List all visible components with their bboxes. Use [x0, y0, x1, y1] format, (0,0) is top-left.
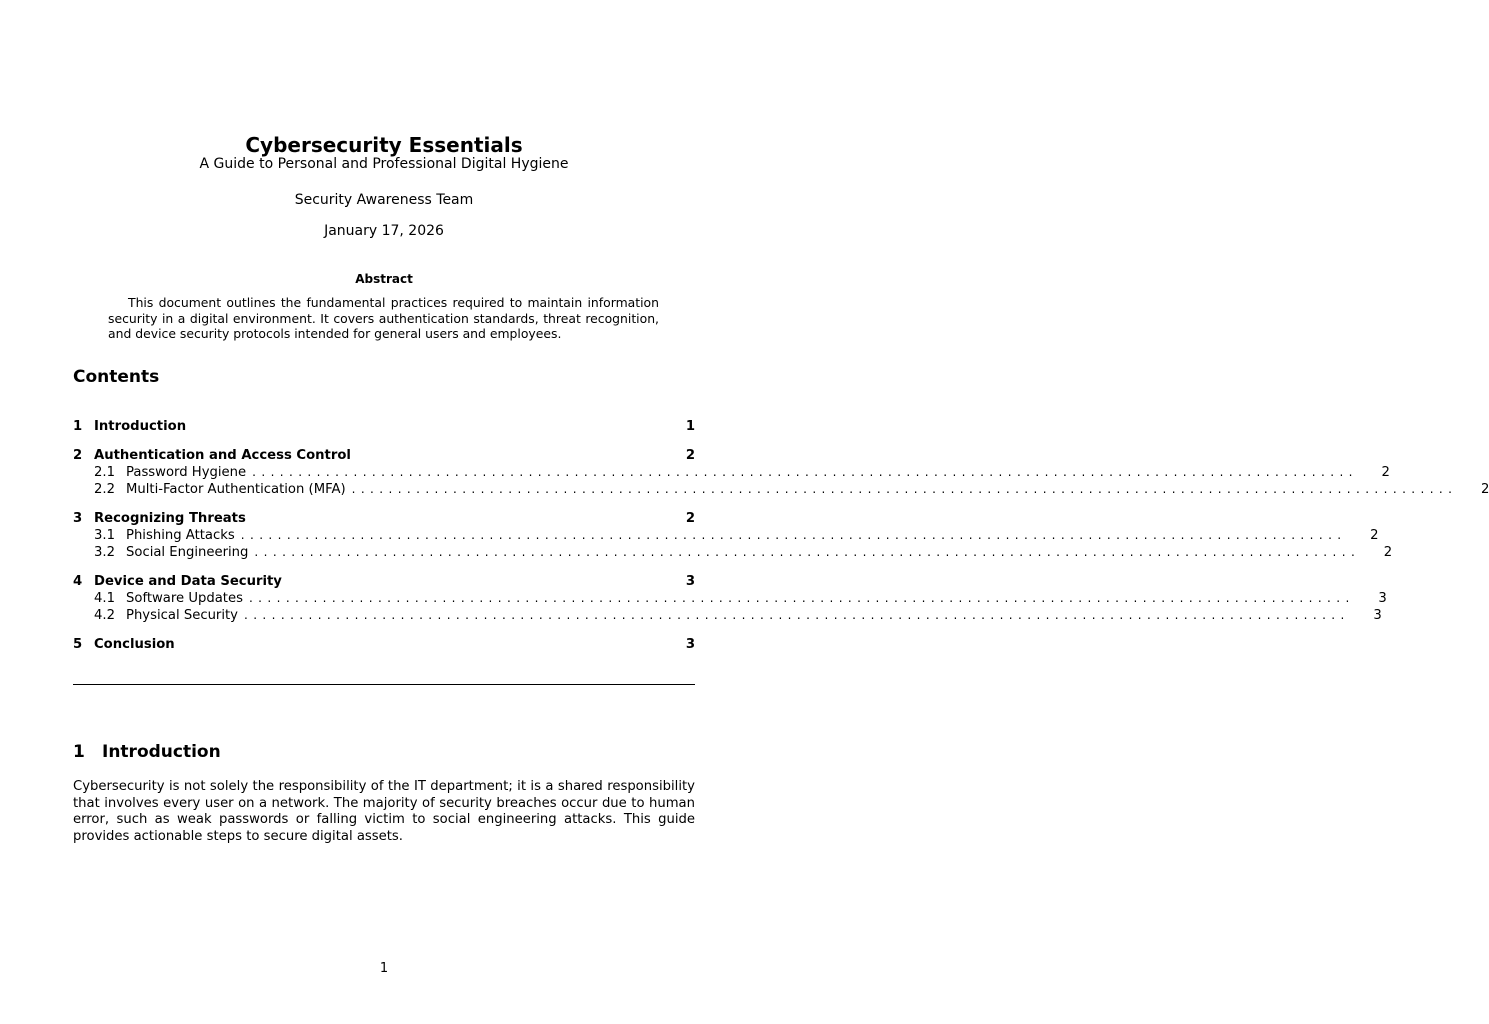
toc-section-title[interactable]: Authentication and Access Control — [94, 448, 351, 463]
toc-page-number: 2 — [1370, 528, 1379, 543]
toc-dot-leader: ........................................................................................................................ — [244, 608, 1350, 622]
toc-section-entry[interactable] — [73, 447, 695, 464]
toc-section-number: 1 — [73, 419, 83, 434]
toc-subsection-entry[interactable] — [73, 481, 1489, 498]
toc-dot-leader: ........................................................................................................................ — [351, 482, 1458, 496]
toc-section-title[interactable]: Conclusion — [94, 637, 175, 652]
toc-section-entry[interactable] — [73, 636, 695, 653]
section-title: Introduction — [102, 742, 221, 762]
toc-page-number: 2 — [1381, 465, 1390, 480]
toc-section-number: 4 — [73, 574, 83, 589]
toc-subsection-entry[interactable] — [73, 607, 1382, 624]
toc-section-number: 2 — [73, 448, 83, 463]
toc-page-number: 2 — [685, 448, 695, 463]
toc-page-number: 3 — [685, 637, 695, 652]
toc-subsection-entry[interactable] — [73, 527, 1379, 544]
toc-subsection-title[interactable]: Multi-Factor Authentication (MFA) — [126, 482, 346, 497]
introduction-paragraph: Cybersecurity is not solely the responsibility of the IT department; it is a shared responsibility that involves every user on a network. The majority of security breaches occur due to human error, such as weak passwords or falling victim to social engineering attacks. This guide provides actionable steps to secure digital assets. — [73, 779, 695, 845]
toc-section-number: 5 — [73, 637, 83, 652]
toc-subsection-title[interactable]: Social Engineering — [126, 545, 249, 560]
toc-section-title[interactable]: Recognizing Threats — [94, 511, 246, 526]
abstract-heading: Abstract — [355, 272, 413, 286]
toc-subsection-number: 2.1 — [94, 465, 115, 480]
toc-subsection-entry[interactable] — [73, 464, 1390, 481]
toc-subsection-entry[interactable] — [73, 590, 1387, 607]
toc-subsection-number: 3.2 — [94, 545, 115, 560]
abstract-text: This document outlines the fundamental practices required to maintain information security in a digital environment. It covers authentication standards, threat recognition, and device security protocols intended for general users and employees. — [108, 295, 659, 341]
page-number: 1 — [379, 961, 389, 976]
toc-section-entry[interactable] — [73, 418, 695, 435]
toc-section-number: 3 — [73, 511, 83, 526]
toc-section-entry[interactable] — [73, 573, 695, 590]
section-heading-introduction — [73, 741, 221, 763]
document-date: January 17, 2026 — [324, 223, 444, 239]
document-author: Security Awareness Team — [294, 192, 474, 208]
toc-subsection-number: 4.1 — [94, 591, 115, 606]
toc-page-number: 3 — [1378, 591, 1387, 606]
contents-heading: Contents — [73, 367, 160, 387]
toc-page-number: 1 — [685, 419, 695, 434]
toc-subsection-title[interactable]: Password Hygiene — [126, 465, 247, 480]
horizontal-rule — [73, 684, 695, 685]
toc-subsection-number: 3.1 — [94, 528, 115, 543]
toc-page-number: 2 — [1480, 482, 1489, 497]
section-number: 1 — [73, 742, 85, 762]
toc-subsection-entry[interactable] — [73, 544, 1393, 561]
toc-section-title[interactable]: Introduction — [94, 419, 187, 434]
toc-dot-leader: ........................................................................................................................ — [252, 465, 1358, 479]
table-of-contents — [73, 418, 1489, 653]
toc-page-number: 3 — [1373, 608, 1382, 623]
toc-subsection-number: 2.2 — [94, 482, 115, 497]
toc-subsection-number: 4.2 — [94, 608, 115, 623]
toc-page-number: 3 — [685, 574, 695, 589]
toc-dot-leader: ........................................................................................................................ — [254, 545, 1361, 559]
toc-subsection-title[interactable]: Physical Security — [126, 608, 238, 623]
toc-subsection-title[interactable]: Software Updates — [126, 591, 243, 606]
toc-dot-leader: ........................................................................................................................ — [248, 591, 1355, 605]
document-subtitle: A Guide to Personal and Professional Digital Hygiene — [199, 156, 569, 172]
toc-page-number: 2 — [685, 511, 695, 526]
toc-section-title[interactable]: Device and Data Security — [94, 574, 282, 589]
toc-subsection-title[interactable]: Phishing Attacks — [126, 528, 235, 543]
toc-dot-leader: ........................................................................................................................ — [240, 528, 1347, 542]
toc-section-entry[interactable] — [73, 510, 695, 527]
document-title: Cybersecurity Essentials — [245, 133, 523, 157]
toc-page-number: 2 — [1383, 545, 1393, 560]
